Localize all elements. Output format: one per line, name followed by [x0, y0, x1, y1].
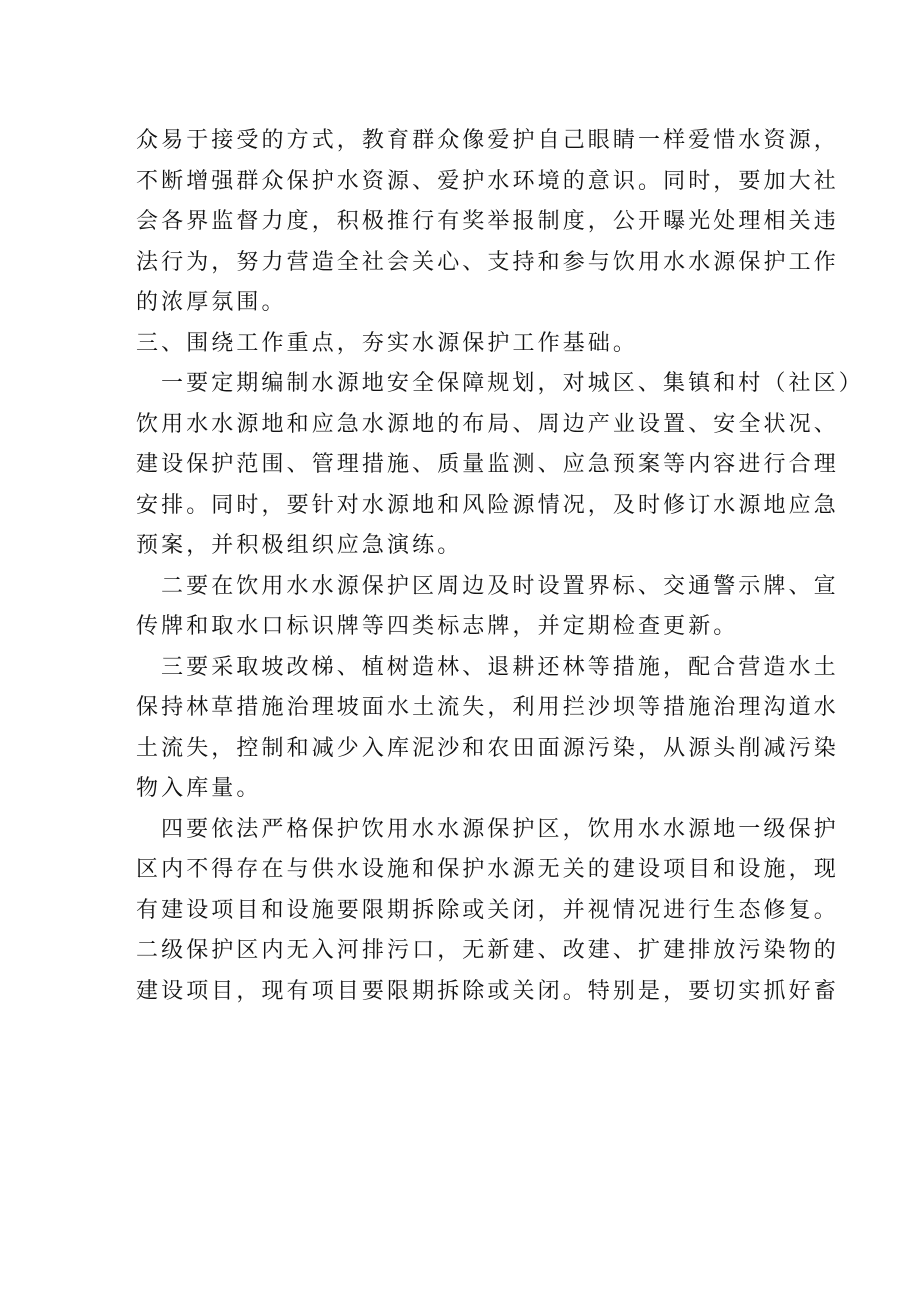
text-line: 四要依法严格保护饮用水水源保护区，饮用水水源地一级保护	[161, 816, 839, 842]
text-line: 一要定期编制水源地安全保障规划，对城区、集镇和村（社区）	[161, 371, 864, 396]
text-line: 不断增强群众保护水资源、爱护水环境的意识。同时，要加大社	[136, 168, 839, 194]
text-line: 二级保护区内无入河排污口，无新建、改建、扩建排放污染物的	[136, 938, 839, 963]
text-line: 二要在饮用水水源保护区周边及时设置界标、交通警示牌、宣	[161, 573, 839, 599]
text-line: 建设保护范围、管理措施、质量监测、应急预案等内容进行合理	[136, 452, 839, 477]
text-line: 众易于接受的方式，教育群众像爱护自己眼睛一样爱惜水资源，	[136, 128, 839, 153]
text-line: 土流失，控制和减少入库泥沙和农田面源污染，从源头削减污染	[136, 735, 839, 761]
text-line: 保持林草措施治理坡面水土流失，利用拦沙坝等措施治理沟道水	[136, 695, 839, 720]
text-line: 建设项目，现有项目要限期拆除或关闭。特别是，要切实抓好畜	[136, 978, 839, 1004]
text-line: 传牌和取水口标识牌等四类标志牌，并定期检查更新。	[136, 614, 739, 639]
text-line: 会各界监督力度，积极推行有奖举报制度，公开曝光处理相关违	[136, 209, 839, 234]
text-line: 饮用水水源地和应急水源地的布局、周边产业设置、安全状况、	[136, 411, 839, 437]
text-line: 物入库量。	[136, 776, 262, 801]
text-line: 区内不得存在与供水设施和保护水源无关的建设项目和设施，现	[136, 857, 839, 882]
text-line: 三、围绕工作重点，夯实水源保护工作基础。	[136, 330, 639, 356]
text-line: 安排。同时，要针对水源地和风险源情况，及时修订水源地应急	[136, 492, 839, 518]
text-line: 预案，并积极组织应急演练。	[136, 533, 463, 558]
text-line: 的浓厚氛围。	[136, 290, 287, 315]
text-line: 有建设项目和设施要限期拆除或关闭，并视情况进行生态修复。	[136, 897, 839, 923]
text-line: 法行为，努力营造全社会关心、支持和参与饮用水水源保护工作	[136, 249, 839, 275]
document-body	[136, 121, 864, 1012]
text-line: 三要采取坡改梯、植树造林、退耕还林等措施，配合营造水土	[161, 654, 839, 680]
